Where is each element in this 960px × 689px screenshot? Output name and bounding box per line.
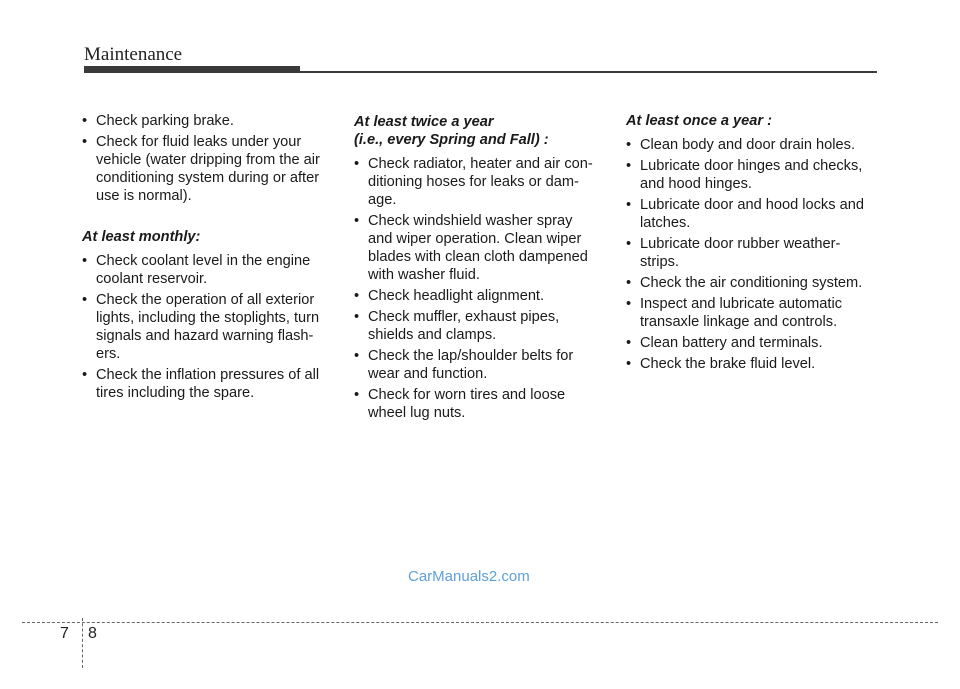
list-item-line: Lubricate door hinges and checks, xyxy=(640,158,863,174)
bullet-icon: • xyxy=(354,348,360,364)
column-2 xyxy=(354,113,604,425)
bullet-icon: • xyxy=(626,197,632,213)
bullet-icon: • xyxy=(82,253,88,269)
list-item-line: Check muffler, exhaust pipes, xyxy=(368,309,560,325)
list-item xyxy=(82,133,332,205)
bullet-icon: • xyxy=(626,356,632,372)
bullet-icon: • xyxy=(82,134,88,150)
list-item-line: Check the air conditioning system. xyxy=(640,275,863,291)
list-item xyxy=(82,291,332,363)
list-item-line: signals and hazard warning flash- xyxy=(96,328,314,344)
header-thick-bar xyxy=(84,66,300,73)
list-item xyxy=(354,347,604,383)
list-item-line: Lubricate door and hood locks and xyxy=(640,197,864,213)
section-heading xyxy=(82,228,332,246)
list-item-line: Check radiator, heater and air con- xyxy=(368,156,593,172)
section-heading xyxy=(354,113,604,149)
list-item xyxy=(626,196,876,232)
list-item-line: Check headlight alignment. xyxy=(368,288,545,304)
bullet-icon: • xyxy=(354,288,360,304)
list-item-line: Clean battery and terminals. xyxy=(640,335,823,351)
list-item-line: wear and function. xyxy=(368,366,488,382)
list-item-line: Check parking brake. xyxy=(96,113,234,129)
list-item-line: blades with clean cloth dampened xyxy=(368,249,588,265)
list-item-line: use is normal). xyxy=(96,188,192,204)
list-item xyxy=(626,157,876,193)
list-item-line: transaxle linkage and controls. xyxy=(640,314,838,330)
list-item-line: Check for fluid leaks under your xyxy=(96,134,302,150)
section-heading xyxy=(626,112,876,130)
page-header-title: Maintenance xyxy=(84,44,183,65)
section-heading-line: (i.e., every Spring and Fall) : xyxy=(354,132,549,148)
bullet-icon: • xyxy=(626,137,632,153)
section-heading-line: At least twice a year xyxy=(354,114,494,130)
bullet-icon: • xyxy=(354,156,360,172)
bullet-icon: • xyxy=(354,309,360,325)
list-item xyxy=(626,334,876,352)
list-item-line: ditioning hoses for leaks or dam- xyxy=(368,174,579,190)
column-3 xyxy=(626,112,876,376)
section-heading-line: At least monthly: xyxy=(82,229,201,245)
list-item xyxy=(626,136,876,154)
list-item-line: Lubricate door rubber weather- xyxy=(640,236,841,252)
list-item-line: strips. xyxy=(640,254,679,270)
list-item-line: Check the brake fluid level. xyxy=(640,356,816,372)
list-item-line: Check windshield washer spray xyxy=(368,213,573,229)
list-item xyxy=(626,355,876,373)
footer-dashed-rule xyxy=(22,622,938,623)
bullet-icon: • xyxy=(82,292,88,308)
page-number: 8 xyxy=(88,625,97,642)
list-item-line: shields and clamps. xyxy=(368,327,497,343)
bullet-icon: • xyxy=(626,296,632,312)
list-item xyxy=(82,366,332,402)
list-item-line: Check the inflation pressures of all xyxy=(96,367,320,383)
section-heading-line: At least once a year : xyxy=(626,113,773,129)
list-item-line: age. xyxy=(368,192,397,208)
list-item-line: ers. xyxy=(96,346,121,362)
list-item-line: vehicle (water dripping from the air xyxy=(96,152,320,168)
list-item xyxy=(626,274,876,292)
list-item-line: wheel lug nuts. xyxy=(368,405,466,421)
list-item-line: lights, including the stoplights, turn xyxy=(96,310,320,326)
list-item xyxy=(354,386,604,422)
list-item-line: latches. xyxy=(640,215,691,231)
list-item-line: and hood hinges. xyxy=(640,176,752,192)
list-item-line: Check coolant level in the engine xyxy=(96,253,311,269)
bullet-icon: • xyxy=(354,213,360,229)
list-item-line: Clean body and door drain holes. xyxy=(640,137,856,153)
list-item-line: with washer fluid. xyxy=(368,267,480,283)
list-item xyxy=(626,295,876,331)
list-item-line: and wiper operation. Clean wiper xyxy=(368,231,582,247)
list-item xyxy=(82,112,332,130)
bullet-icon: • xyxy=(354,387,360,403)
watermark-link[interactable]: CarManuals2.com xyxy=(408,568,530,585)
list-item-line: Check for worn tires and loose xyxy=(368,387,566,403)
bullet-icon: • xyxy=(82,113,88,129)
bullet-icon: • xyxy=(626,236,632,252)
section-spacer xyxy=(82,208,332,228)
list-item xyxy=(626,235,876,271)
list-item-line: Check the lap/shoulder belts for xyxy=(368,348,574,364)
list-item xyxy=(354,308,604,344)
bullet-icon: • xyxy=(82,367,88,383)
list-item xyxy=(354,212,604,284)
list-item-line: Inspect and lubricate automatic xyxy=(640,296,842,312)
list-item-line: conditioning system during or after xyxy=(96,170,320,186)
list-item-line: coolant reservoir. xyxy=(96,271,208,287)
list-item xyxy=(354,155,604,209)
chapter-number: 7 xyxy=(60,625,69,642)
column-1 xyxy=(82,112,332,405)
bullet-icon: • xyxy=(626,275,632,291)
list-item-line: tires including the spare. xyxy=(96,385,255,401)
list-item xyxy=(82,252,332,288)
bullet-icon: • xyxy=(626,335,632,351)
footer-page-divider xyxy=(82,618,83,668)
list-item-line: Check the operation of all exterior xyxy=(96,292,315,308)
list-item xyxy=(354,287,604,305)
header-rule xyxy=(300,71,877,73)
bullet-icon: • xyxy=(626,158,632,174)
